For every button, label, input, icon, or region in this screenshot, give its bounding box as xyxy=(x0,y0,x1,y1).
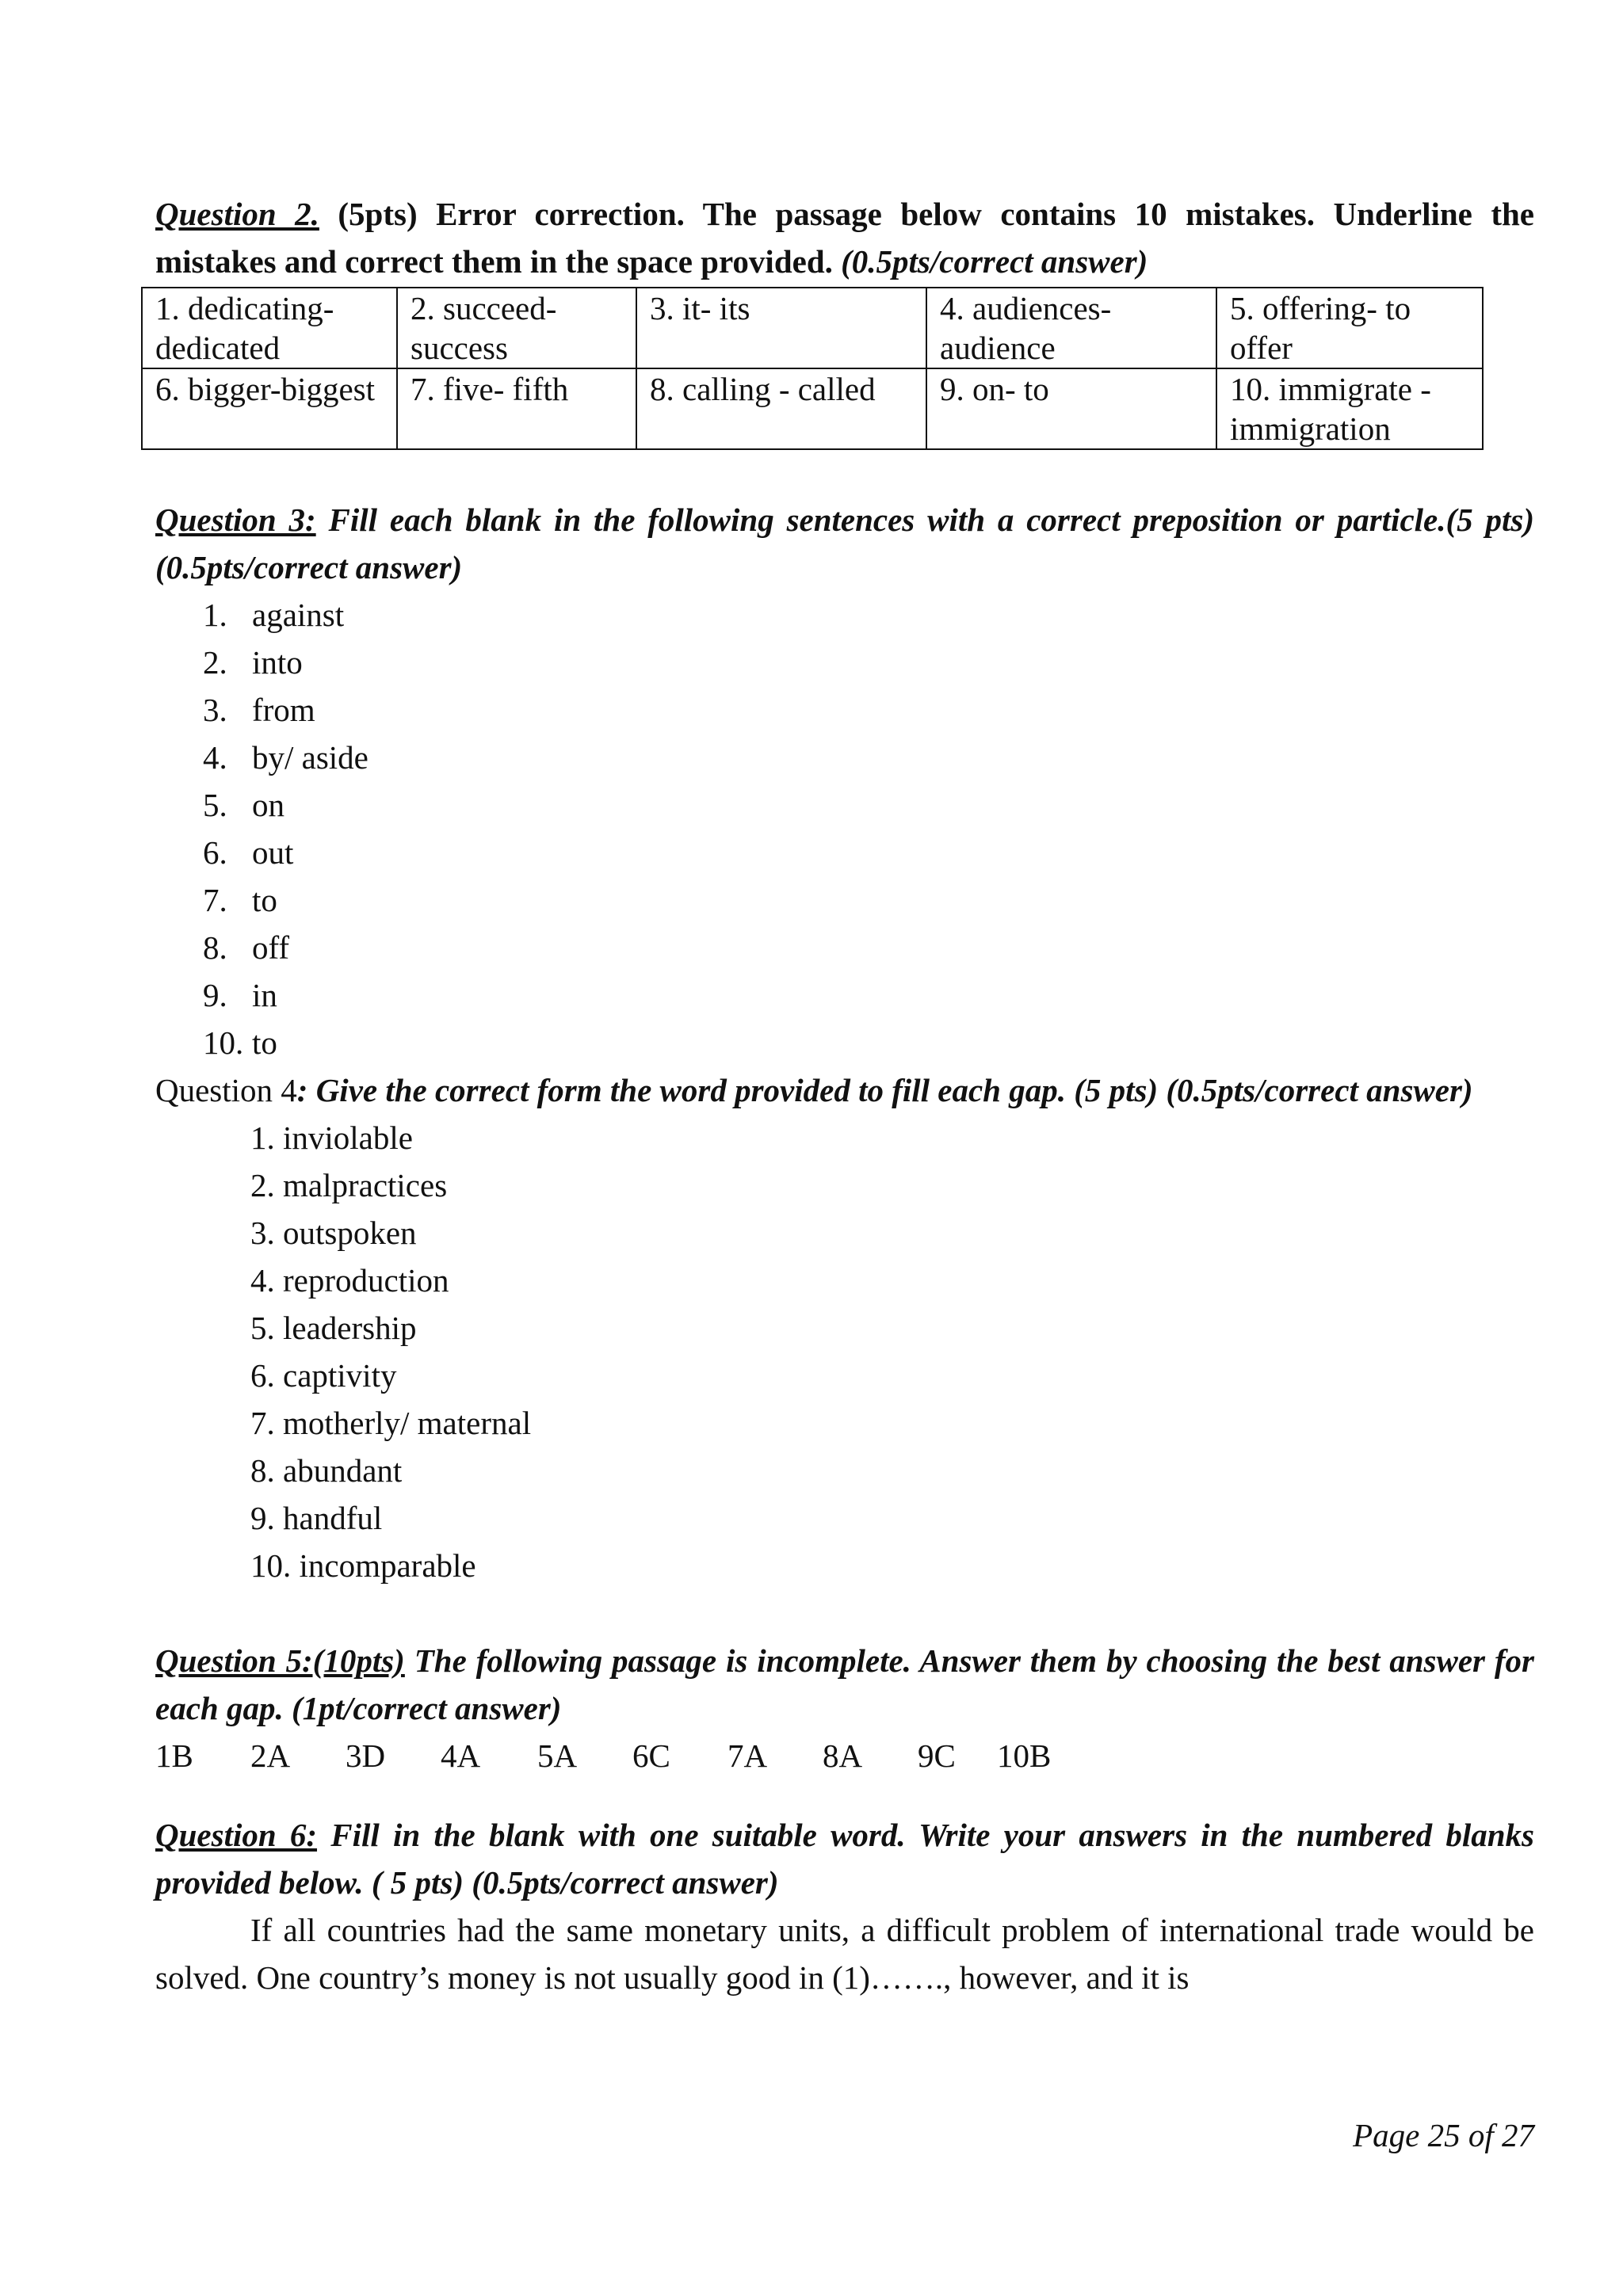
table-row xyxy=(142,288,1483,368)
table-cell: 9. on- to xyxy=(926,368,1216,449)
list-text: into xyxy=(252,644,303,681)
answer-item: 6C xyxy=(632,1737,670,1774)
q2-instruction: (5pts) Error correction. The passage below contains 10 mistakes. Underline the mistakes and correct them in the space provided. xyxy=(155,196,1534,280)
list-item xyxy=(155,781,1534,829)
list-text: by/ aside xyxy=(252,739,369,776)
list-item xyxy=(155,829,1534,876)
list-text: against xyxy=(252,597,345,633)
q6-heading xyxy=(155,1811,1534,1906)
answer-item: 5A xyxy=(537,1737,578,1774)
table-cell: 10. immigrate - immigration xyxy=(1216,368,1483,449)
list-item xyxy=(155,734,1534,781)
list-item xyxy=(155,1019,1534,1066)
answer-item: 9C xyxy=(918,1737,956,1774)
answer-item: 2A xyxy=(250,1737,291,1774)
q6-passage: If all countries had the same monetary units, a difficult problem of international trade would be solved. One country’s money is not usually good in (1)……., however, and it is xyxy=(155,1912,1534,1996)
list-item: 2. malpractices xyxy=(250,1167,448,1203)
q2-label: Question 2. xyxy=(155,196,319,232)
table-cell: 3. it- its xyxy=(636,288,926,368)
table-row xyxy=(142,368,1483,449)
list-number: 8. xyxy=(203,929,227,966)
table-cell: 1. dedicating-dedicated xyxy=(142,288,397,368)
q4-answer-list xyxy=(155,1114,1534,1589)
list-number: 5. xyxy=(203,787,227,823)
list-item: 7. motherly/ maternal xyxy=(250,1405,532,1441)
q4-heading xyxy=(155,1066,1534,1114)
table-cell: 7. five- fifth xyxy=(397,368,636,449)
table-cell: 5. offering- to offer xyxy=(1216,288,1483,368)
list-text: off xyxy=(252,929,290,966)
q4-instruction: : Give the correct form the word provided to fill each gap. (5 pts) (0.5pts/correct answer) xyxy=(296,1072,1473,1108)
list-number: 6. xyxy=(203,834,227,871)
answer-item: 4A xyxy=(441,1737,481,1774)
table-cell: 8. calling - called xyxy=(636,368,926,449)
list-text: to xyxy=(252,1024,277,1061)
list-item: 3. outspoken xyxy=(250,1215,417,1251)
list-item: 10. incomparable xyxy=(250,1547,476,1584)
list-item: 8. abundant xyxy=(250,1452,403,1489)
q3-label: Question 3: xyxy=(155,502,316,538)
table-cell: 2. succeed-success xyxy=(397,288,636,368)
answer-item: 1B xyxy=(155,1737,193,1774)
list-text: to xyxy=(252,882,277,918)
q3-heading xyxy=(155,496,1534,591)
list-text: in xyxy=(252,977,277,1013)
list-text: on xyxy=(252,787,285,823)
list-number: 4. xyxy=(203,739,227,776)
q3-instruction: Fill each blank in the following sentences with a correct preposition or particle.(5 pts) (0.5pts/correct answer) xyxy=(155,502,1534,585)
list-item: 1. inviolable xyxy=(250,1119,413,1156)
list-item xyxy=(155,639,1534,686)
q4-label: Question 4 xyxy=(155,1072,297,1108)
list-item: 5. leadership xyxy=(250,1310,417,1346)
list-item: 4. reproduction xyxy=(250,1262,449,1299)
table-cell: 4. audiences-audience xyxy=(926,288,1216,368)
list-number: 9. xyxy=(203,977,227,1013)
q3-answer-list xyxy=(155,591,1534,1066)
answer-item: 8A xyxy=(823,1737,863,1774)
list-item xyxy=(155,924,1534,971)
q5-label: Question 5:(10pts) xyxy=(155,1642,405,1679)
answer-item: 10B xyxy=(997,1737,1052,1774)
q5-instruction: The following passage is incomplete. Answer them by choosing the best answer for each gap. (1pt/correct answer) xyxy=(155,1642,1534,1726)
answer-item: 3D xyxy=(346,1737,386,1774)
page-number: Page 25 of 27 xyxy=(1353,2117,1534,2153)
list-number: 3. xyxy=(203,692,227,728)
list-item xyxy=(155,876,1534,924)
q5-answer-row xyxy=(155,1732,1534,1779)
q2-heading xyxy=(155,190,1534,285)
answer-item: 7A xyxy=(727,1737,768,1774)
list-number: 10. xyxy=(203,1024,244,1061)
q5-heading xyxy=(155,1637,1534,1732)
list-number: 2. xyxy=(203,644,227,681)
list-item xyxy=(155,971,1534,1019)
list-item: 9. handful xyxy=(250,1500,383,1536)
q2-note: (0.5pts/correct answer) xyxy=(832,243,1148,280)
list-item: 6. captivity xyxy=(250,1357,397,1394)
error-correction-table xyxy=(141,287,1484,450)
q6-label: Question 6: xyxy=(155,1817,318,1853)
list-number: 7. xyxy=(203,882,227,918)
table-cell: 6. bigger-biggest xyxy=(142,368,397,449)
list-text: out xyxy=(252,834,294,871)
document-page xyxy=(155,190,1534,2001)
list-item xyxy=(155,686,1534,734)
list-number: 1. xyxy=(203,597,227,633)
list-text: from xyxy=(252,692,315,728)
list-item xyxy=(155,591,1534,639)
q6-instruction: Fill in the blank with one suitable word. Write your answers in the numbered blanks provided below. ( 5 pts) (0.5pts/correct answer) xyxy=(155,1817,1534,1901)
